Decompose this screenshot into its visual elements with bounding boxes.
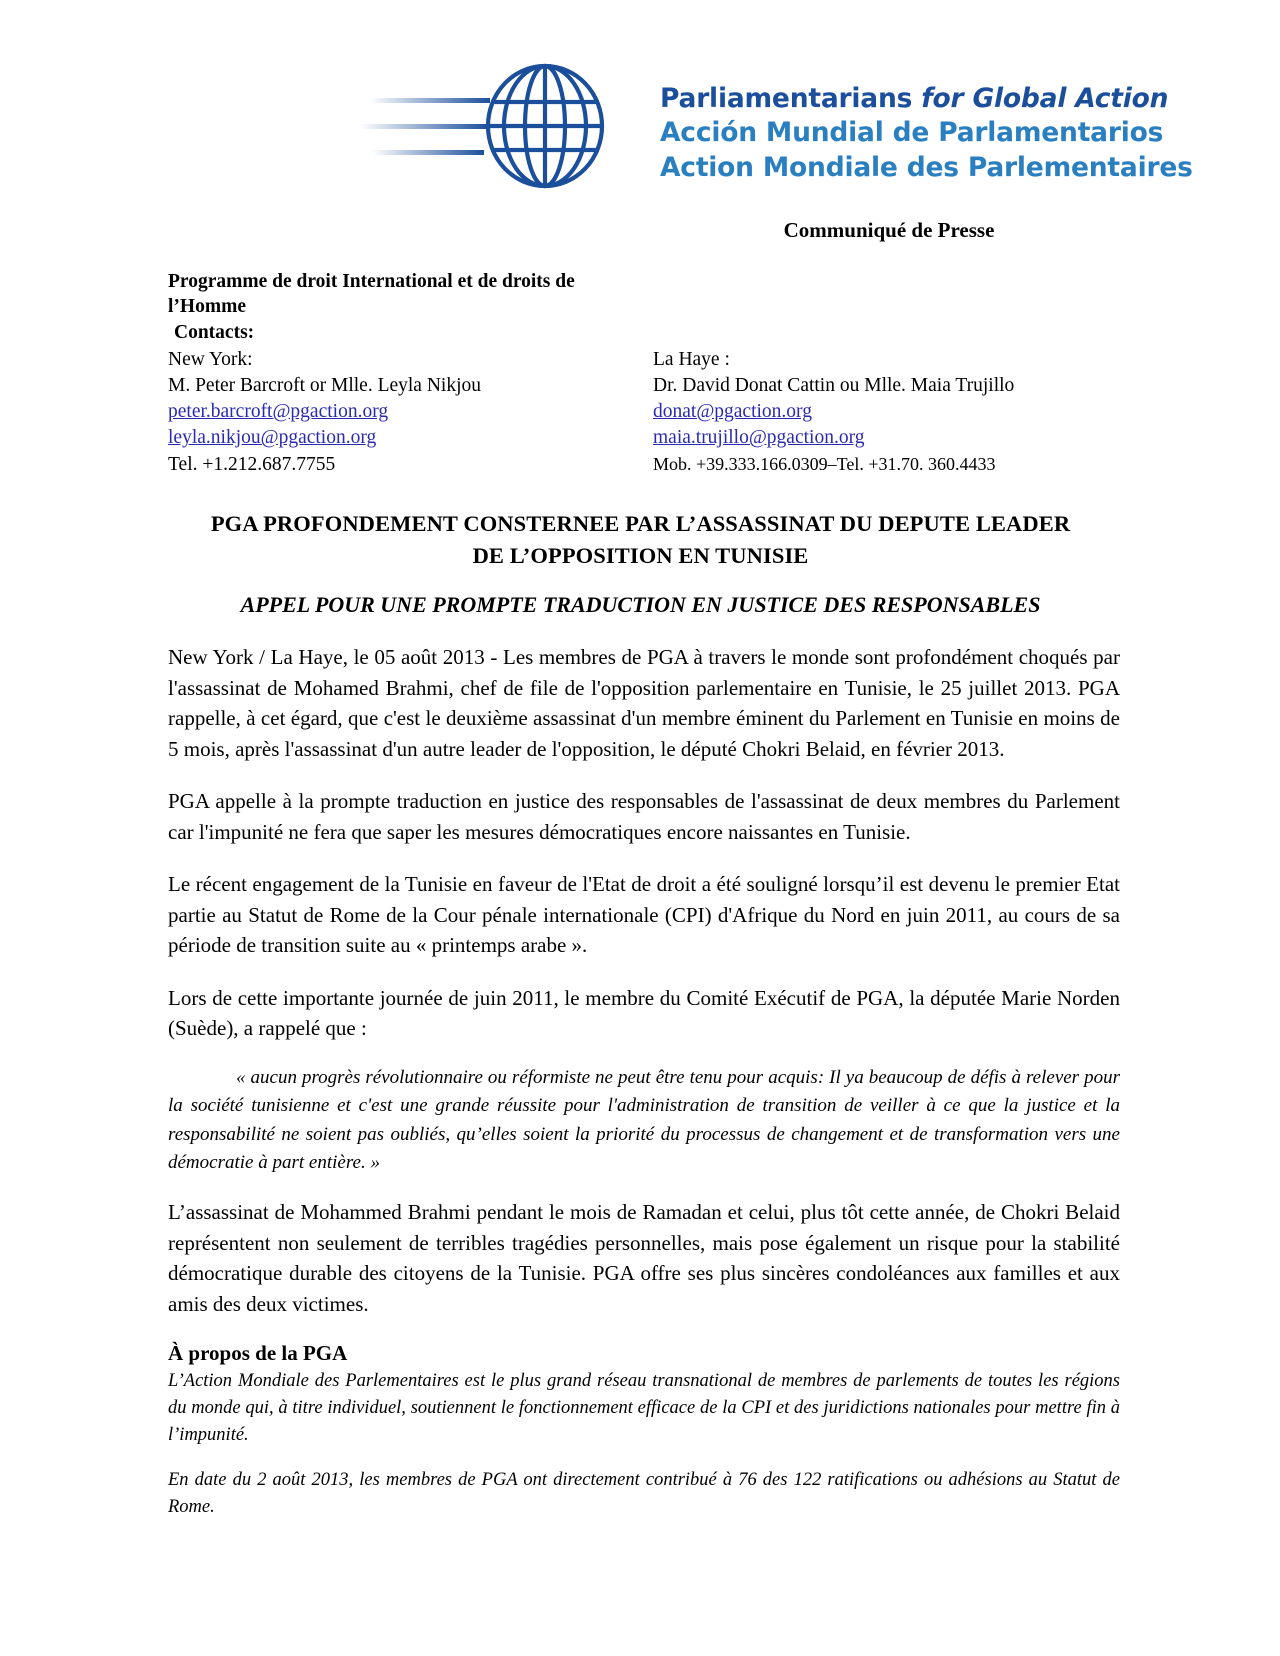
page-title-line-1: PGA PROFONDEMENT CONSTERNEE PAR L’ASSASSINAT DU DEPUTE LEADER (210, 511, 1071, 536)
about-paragraph-2: En date du 2 août 2013, les membres de PGA ont directement contribué à 76 des 122 ratifications ou adhésions au Statut de Rome. (168, 1470, 1120, 1518)
hague-city-label: La Haye : (653, 349, 730, 371)
press-release-label: Communiqué de Presse (783, 218, 995, 242)
body-paragraph-4: Lors de cette importante journée de juin 2011, le membre du Comité Exécutif de PGA, la députée Marie Norden (Suède), a rappelé que : (168, 985, 1120, 1041)
about-heading: À propos de la PGA (168, 1341, 348, 1366)
ny-phone: Tel. +1.212.687.7755 (168, 453, 336, 475)
body-paragraph-2: PGA appelle à la prompte traduction en justice des responsables de l'assassinat de deux membres du Parlement car l'impunité ne fera que saper les mesures démocratiques encore naissantes en Tunisie. (168, 789, 1120, 844)
body-paragraph-1: New York / La Haye, le 05 août 2013 - Les membres de PGA à travers le monde sont profondément choqués par l'assassinat de Mohamed Brahmi, chef de file de l'opposition parlementaire en Tunisie, le 25 juillet 2013. PGA rappelle, à cet égard, que c'est le deuxième assassinat d'un membre éminent du Parlement en Tunisie en moins de 5 mois, après l'assassinat d'un autre leader de l'opposition, le député Chokri Belaid, en février 2013. (168, 645, 1120, 761)
organization-names (660, 62, 1193, 185)
contacts-columns (168, 347, 1128, 478)
ny-contact-names: M. Peter Barcroft or Mlle. Leyla Nikjou (168, 375, 481, 397)
contacts-block (168, 270, 1128, 478)
hague-phone: Mob. +39.333.166.0309–Tel. +31.70. 360.4433 (653, 453, 996, 474)
contact-column-la-haye (653, 347, 1128, 478)
about-paragraph-1: L’Action Mondiale des Parlementaires est le plus grand réseau transnational de membres de parlements de toutes les régions du monde qui, à titre individuel, soutiennent le fonctionnement efficace de la CPI et des juridictions nationales pour mettre fin à l’impunité. (168, 1371, 1120, 1446)
ny-city-label: New York: (168, 349, 253, 371)
press-release-label-row (0, 218, 1280, 243)
page-subtitle: APPEL POUR UNE PROMPTE TRADUCTION EN JUSTICE DES RESPONSABLES (240, 592, 1041, 617)
page-title-line-2: DE L’OPPOSITION EN TUNISIE (472, 542, 809, 568)
contact-column-new-york (168, 347, 653, 478)
org-name-english-italic: for Global Action (921, 83, 1169, 114)
org-name-english-plain: Parliamentarians (660, 83, 922, 114)
document-header (0, 0, 1280, 200)
body-blockquote: « aucun progrès révolutionnaire ou réformiste ne peut être tenu pour acquis: Il ya beaucoup de défis à relever pour la société tunisienne et c'est une grande réussite pour l'administration de transition de veiller à ce que la justice et la responsabilité ne soient pas oubliés, qu’elles soient la priorité du processus de changement et de transformation vers une démocratie à part entière. » (168, 1067, 1120, 1173)
globe-icon (360, 62, 650, 192)
org-name-english (660, 82, 1193, 116)
body-paragraph-3: Le récent engagement de la Tunisie en faveur de l'Etat de droit a été souligné lorsqu’il est devenu le premier Etat partie au Statut de Rome de la Cour pénale internationale (CPI) d'Afrique du Nord en juin 2011, au cours de sa période de transition suite au « printemps arabe ». (168, 872, 1120, 958)
ny-email-1[interactable]: peter.barcroft@pgaction.org (168, 401, 389, 423)
org-name-french: Action Mondiale des Parlementaires (660, 151, 1193, 183)
org-name-spanish: Acción Mundial de Parlamentarios (660, 117, 1164, 149)
document-body (168, 642, 1120, 1521)
contacts-label: Contacts: (174, 321, 255, 343)
hague-email-1[interactable]: donat@pgaction.org (653, 401, 812, 423)
ny-email-2[interactable]: leyla.nikjou@pgaction.org (168, 427, 377, 449)
hague-email-2[interactable]: maia.trujillo@pgaction.org (653, 427, 865, 449)
programme-title: Programme de droit International et de droits de l’Homme (168, 271, 575, 317)
page-title (168, 508, 1113, 572)
body-paragraph-5: L’assassinat de Mohammed Brahmi pendant le mois de Ramadan et celui, plus tôt cette année, de Chokri Belaid représentent non seulement de terribles tragédies personnelles, mais pose également un risque pour la stabilité démocratique durable des citoyens de la Tunisie. PGA offre ses plus sincères condoléances aux familles et aux amis des deux victimes. (168, 1200, 1120, 1316)
logo-container (0, 62, 660, 192)
hague-contact-names: Dr. David Donat Cattin ou Mlle. Maia Trujillo (653, 375, 1015, 397)
